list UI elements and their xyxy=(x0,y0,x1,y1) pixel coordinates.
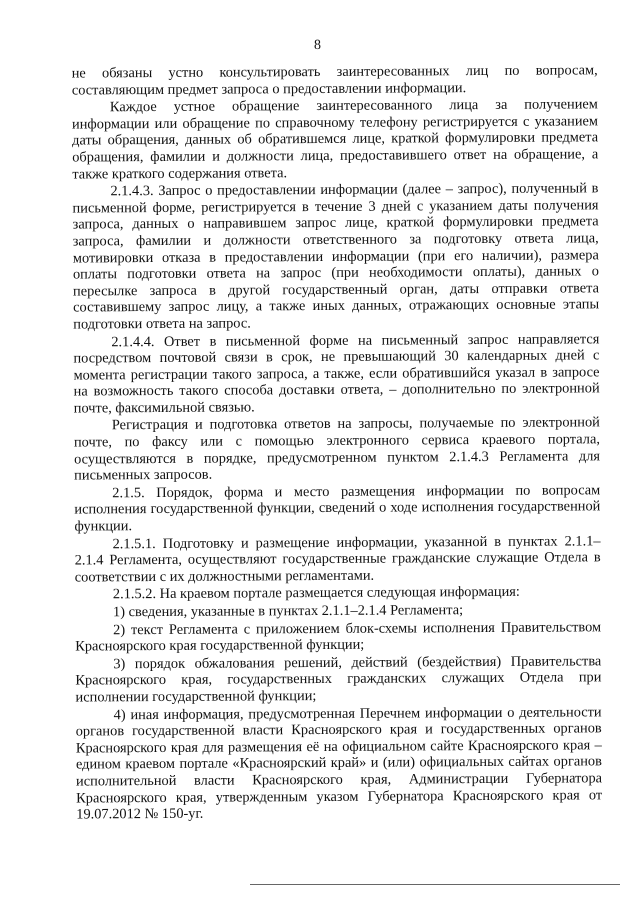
paragraph-continuation: не обязаны устно консультировать заинтересованных лиц по вопросам, составляющим предмет запроса о предоставлении информации. xyxy=(71,62,598,99)
paragraph-2-1-5: 2.1.5. Порядок, форма и место размещения информации по вопросам исполнения государственной функции, сведений о ходе исполнения государственной функции. xyxy=(74,482,601,535)
paragraph-2-1-4-3: 2.1.4.3. Запрос о предоставлении информации (далее – запрос), полученный в письменной форме, регистрируется в течение 3 дней с указанием даты получения запроса, данных о направившем запрос лице, краткой формулировки предмета запроса, фамилии и должности ответственного за подготовку ответа лица, мотивировки отказа в предоставлении информации (при его наличии), размера оплаты подготовки ответа на запрос (при необходимости оплаты), данных о пересылке запроса в другой государственный орган, даты отправки ответа составившему запрос лицу, а также иных данных, отражающих основные этапы подготовки ответа на запрос. xyxy=(72,180,600,333)
list-item-2: 2) текст Регламента с приложением блок-схемы исполнения Правительством Красноярского края государственной функции; xyxy=(75,618,602,655)
paragraph-oral-requests: Каждое устное обращение заинтересованного лица за получением информации или обращение по справочному телефону регистрируется с указанием даты обращения, данных об обратившемся лице, краткой формулировки предмета обращения, фамилии и должности лица, предоставившего ответ на обращение, а также краткого содержания ответа. xyxy=(71,96,599,183)
paragraph-2-1-4-4: 2.1.4.4. Ответ в письменной форме на письменный запрос направляется посредством почтовой связи в срок, не превышающий 30 календарных дней с момента регистрации такого запроса, а также, если обратившийся указал в запросе на возможность такого способа доставки ответа, – дополнительно по электронной почте, факсимильной связью. xyxy=(73,330,600,417)
page-number: 8 xyxy=(313,37,322,54)
paragraph-2-1-5-1: 2.1.5.1. Подготовку и размещение информации, указанной в пунктах 2.1.1–2.1.4 Регламента, осуществляют государственные гражданские служащие Отдела в соответствии с их должностными регламентами. xyxy=(74,532,601,586)
list-item-4: 4) иная информация, предусмотренная Перечнем информации о деятельности органов государственной власти Красноярского края и государственных органов Красноярского края для размещения её на официальном сайте Красноярского края – едином краевом портале «Красноярский край» и (или) официальных сайтах органов исполнительной власти Красноярского края, Администрации Губернатора Красноярского края, утвержденным указом Губернатора Красноярского края от 19.07.2012 № 150-уг. xyxy=(75,703,603,823)
paragraph-electronic-requests: Регистрация и подготовка ответов на запросы, получаемые по электронной почте, по факсу или с помощью электронного сервиса краевого портала, осуществляются в порядке, предусмотренном пунктом 2.1.4.3 Регламента для письменных запросов. xyxy=(73,414,601,484)
paragraph-2-1-5-2: 2.1.5.2. На краевом портале размещается следующая информация: xyxy=(112,584,520,603)
document-body xyxy=(72,62,603,824)
scan-edge-line xyxy=(250,884,620,885)
list-item-1: 1) сведения, указанные в пунктах 2.1.1–2.1.4 Регламента; xyxy=(112,602,464,621)
list-item-3: 3) порядок обжалования решений, действий (бездействия) Правительства Красноярского края, государственных гражданских служащих Отдела при исполнении государственной функции; xyxy=(75,653,602,706)
